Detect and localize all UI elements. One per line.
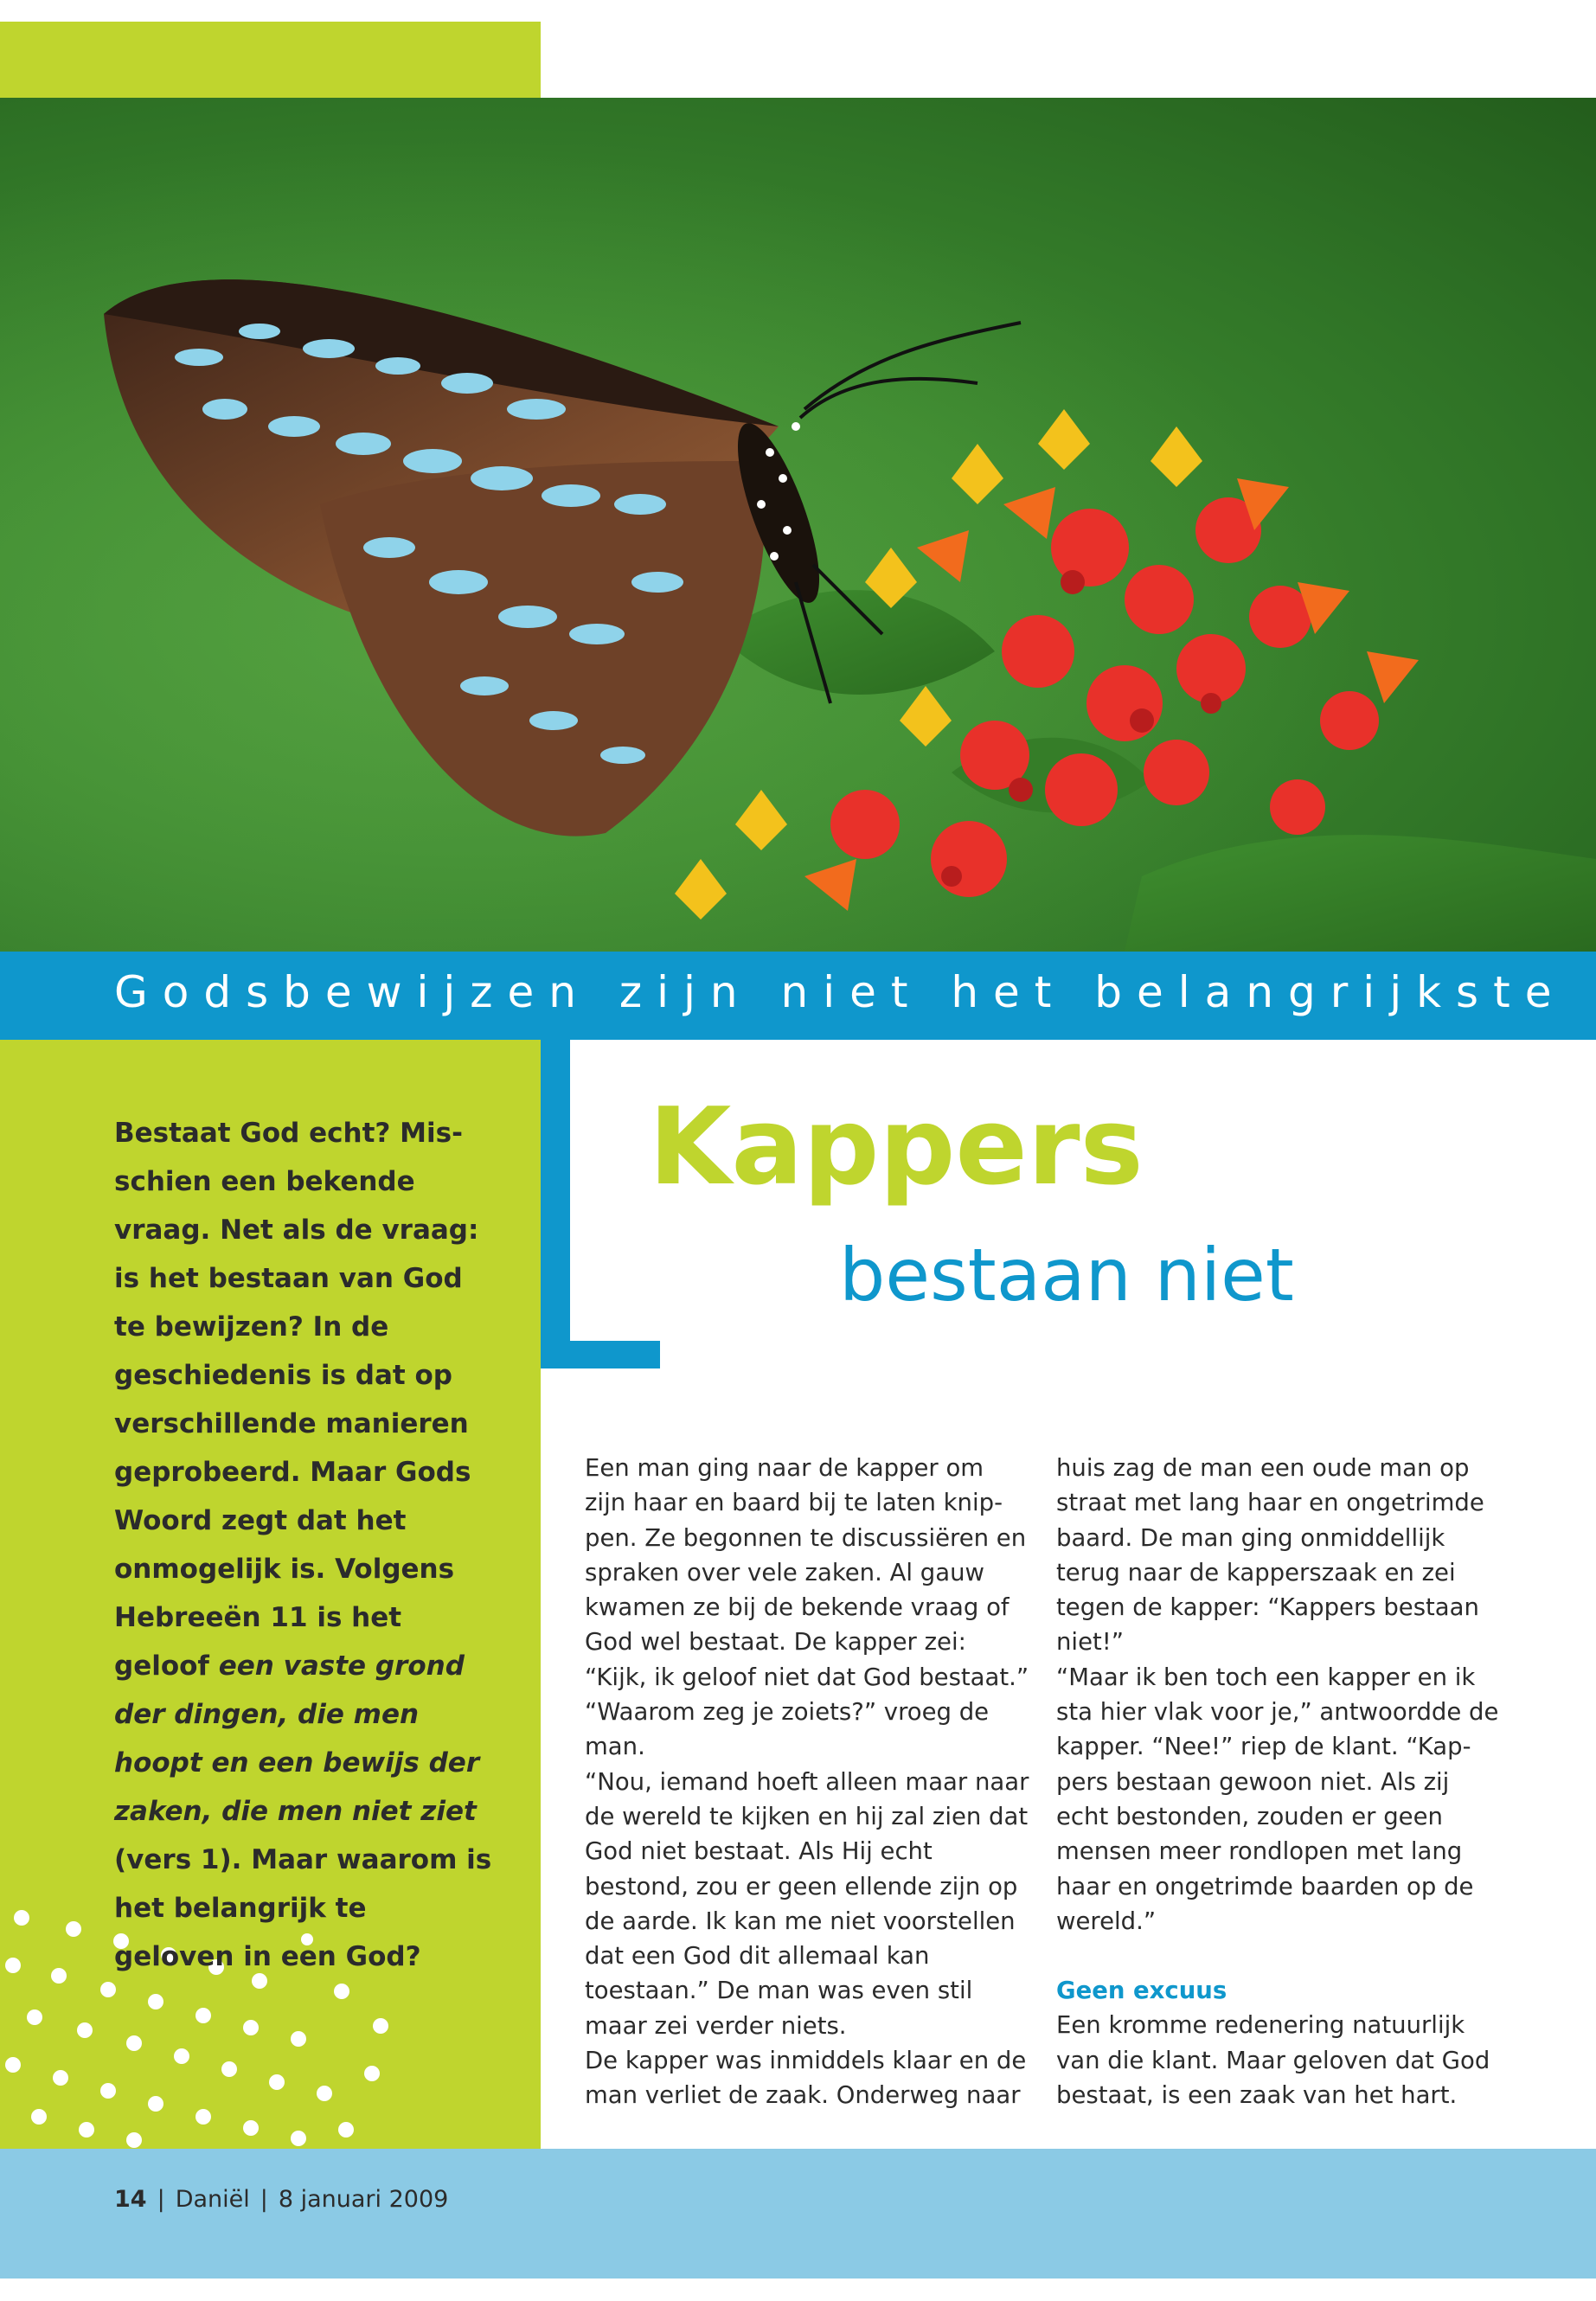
footer-separator: | — [260, 2186, 268, 2213]
title-bracket-vertical — [541, 1040, 570, 1368]
intro-quote: een vaste grond der dingen, die men hoopt en een bewijs der zaken, die men niet ziet — [114, 1650, 480, 1827]
body-column-1 — [585, 1451, 1030, 2113]
page-number: 14 — [114, 2186, 147, 2213]
body-column-2 — [1056, 1451, 1502, 2112]
footer-text — [114, 2186, 448, 2213]
body-paragraph: “Waarom zeg je zoiets?” vroeg de man. — [585, 1698, 990, 1761]
body-paragraph: huis zag de man een oude man op straat met lang haar en ongetrimde baard. De man ging onmiddellijk terug naar de kapperszaak en zei tegen de kapper: “Kappers bestaan niet!” — [1056, 1454, 1484, 1657]
body-paragraph: “Maar ik ben toch een kapper en ik sta hier vlak voor je,” antwoordde de kapper. “Nee!” riep de klant. “Kappers bestaan gewoon niet. Als zij echt bestonden, zouden er geen mensen meer rondlopen met lang haar en ongetrimde baarden op de wereld.” — [1056, 1663, 1499, 1935]
subheadline: bestaan niet — [839, 1233, 1294, 1317]
body-paragraph: Een man ging naar de kapper om zijn haar en baard bij te laten knippen. Ze begonnen te discussiëren en spraken over vele zaken. Al gauw kwamen ze bij de bekende vraag of God wel bestaat. De kapper zei: “Kijk, ik geloof niet dat God bestaat.” — [585, 1454, 1029, 1691]
footer-bar — [0, 2149, 1596, 2279]
headline: Kappers — [649, 1086, 1144, 1209]
kicker-text: Godsbewijzen zijn niet het belangrijkste — [114, 967, 1567, 1017]
footer-separator: | — [157, 2186, 165, 2213]
title-bracket-horizontal — [541, 1341, 660, 1368]
issue-date: 8 januari 2009 — [278, 2186, 449, 2213]
top-accent-bar — [0, 22, 541, 98]
butterfly-photo — [0, 98, 1596, 952]
section-subheading: Geen excuus — [1056, 1977, 1227, 2005]
body-paragraph: De kapper was inmiddels klaar en de man verliet de zaak. Onderweg naar — [585, 2047, 1027, 2110]
intro-end: (vers 1). Maar waarom is het belangrijk te geloven in een God? — [114, 1844, 492, 1972]
intro-text — [114, 1109, 495, 1981]
body-paragraph: Een kromme redenering natuurlijk van die klant. Maar geloven dat God bestaat, is een zaak van het hart. — [1056, 2011, 1490, 2110]
intro-lead: Bestaat God echt? Misschien een bekende vraag. Net als de vraag: is het bestaan van God te bewijzen? In de geschiedenis is dat op verschillende manieren geprobeerd. Maar Gods Woord zegt dat het onmogelijk is. Volgens Hebreeën 11 is het geloof — [114, 1118, 479, 1682]
body-paragraph: “Nou, iemand hoeft alleen maar naar de wereld te kijken en hij zal zien dat God niet bestaat. Als Hij echt bestond, zou er geen ellende zijn op de aarde. Ik kan me niet voorstellen dat een God dit allemaal kan toestaan.” De man was even stil maar zei verder niets. — [585, 1767, 1029, 2040]
magazine-name: Daniël — [175, 2186, 250, 2213]
